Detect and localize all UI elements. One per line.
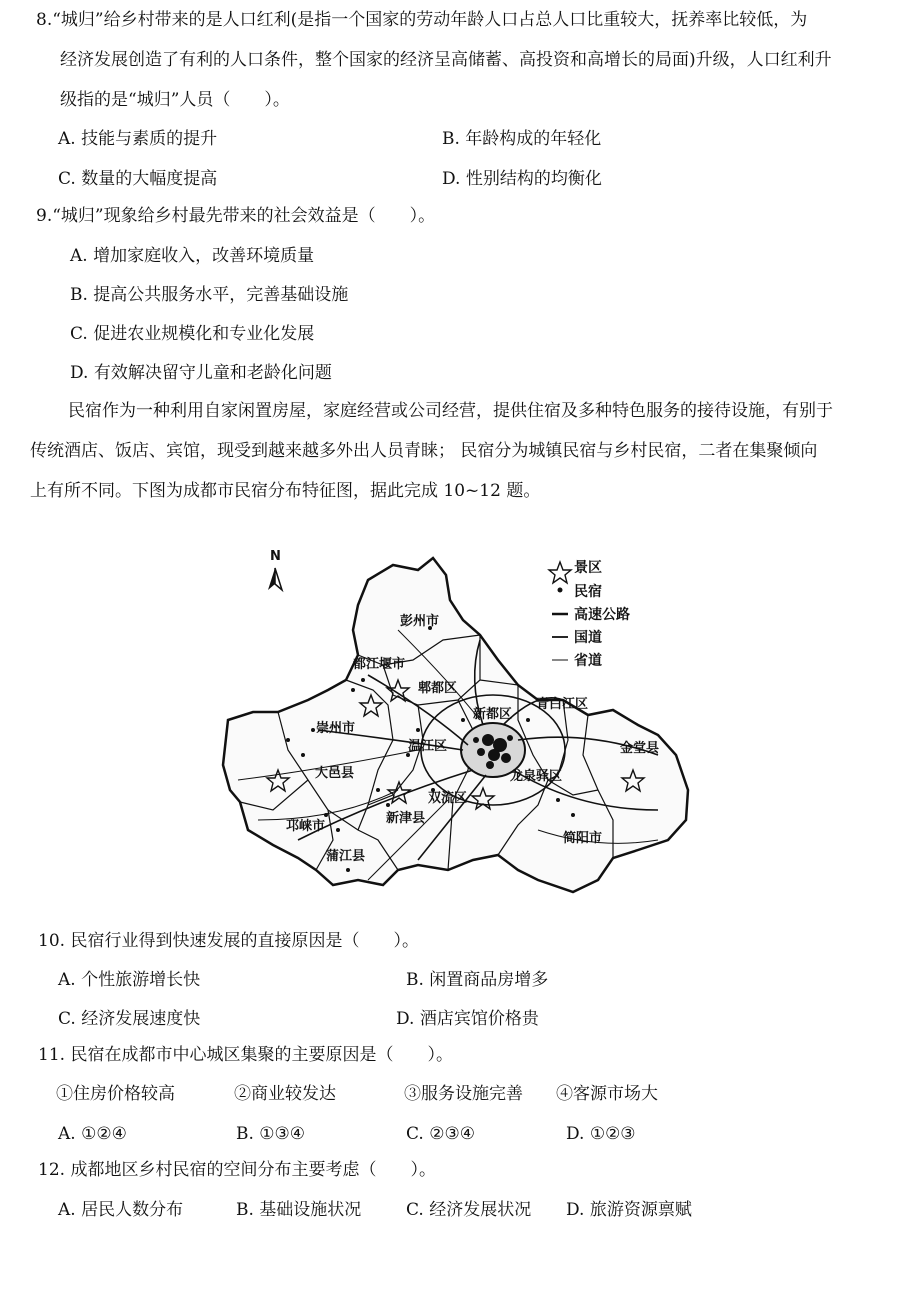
label-xindu: 新都区: [473, 707, 513, 722]
label-shuangliu: 双流区: [428, 791, 468, 806]
legend-dot-icon: [558, 588, 563, 593]
q9-option-b[interactable]: B. 提高公共服务水平，完善基础设施: [70, 285, 349, 305]
q12-option-b[interactable]: B. 基础设施状况: [236, 1200, 362, 1220]
q9-option-c[interactable]: C. 促进农业规模化和专业化发展: [70, 324, 315, 344]
q8-option-d[interactable]: D. 性别结构的均衡化: [442, 169, 602, 189]
label-dayi: 大邑县: [315, 766, 355, 781]
q10-option-d[interactable]: D. 酒店宾馆价格贵: [396, 1009, 539, 1029]
label-dujiangyan: 都江堰市: [353, 657, 406, 672]
q9-option-a[interactable]: A. 增加家庭收入，改善环境质量: [70, 246, 315, 266]
q8-stem-line1: 8.“城归”给乡村带来的是人口红利(是指一个国家的劳动年龄人口占总人口比重较大，抚养率比较低，为: [36, 10, 808, 30]
legend-minsu: 民宿: [574, 584, 602, 600]
chengdu-minsu-map: [218, 540, 698, 900]
q11-item-3: ③服务设施完善: [404, 1084, 523, 1104]
q11-stem: 11. 民宿在成都市中心城区集聚的主要原因是（ ）。: [38, 1045, 453, 1065]
label-jianyang: 简阳市: [563, 831, 603, 846]
q9-option-d[interactable]: D. 有效解决留守儿童和老龄化问题: [70, 363, 332, 383]
q12-stem: 12. 成都地区乡村民宿的空间分布主要考虑（ ）。: [38, 1160, 436, 1180]
q8-stem-line3: 级指的是“城归”人员（ ）。: [60, 90, 290, 110]
label-pujiang: 蒲江县: [326, 849, 366, 864]
legend-star-icon: [549, 562, 571, 583]
q11-option-d[interactable]: D. ①②③: [566, 1124, 636, 1144]
passage-line3: 上有所不同。下图为成都市民宿分布特征图，据此完成 10~12 题。: [30, 481, 541, 501]
label-pengzhou: 彭州市: [400, 614, 440, 629]
q8-option-b[interactable]: B. 年龄构成的年轻化: [442, 129, 602, 149]
q9-stem: 9.“城归”现象给乡村最先带来的社会效益是（ ）。: [36, 206, 436, 226]
q12-option-d[interactable]: D. 旅游资源禀赋: [566, 1200, 692, 1220]
label-xinjin: 新津县: [386, 811, 426, 826]
legend-highway: 高速公路: [574, 607, 630, 623]
passage-line1: 民宿作为一种利用自家闲置房屋，家庭经营或公司经营，提供住宿及多种特色服务的接待设施，有别于: [68, 401, 833, 421]
q8-option-a[interactable]: A. 技能与素质的提升: [58, 129, 218, 149]
north-arrow-icon: [268, 568, 275, 590]
q11-item-4: ④客源市场大: [556, 1084, 658, 1104]
passage-line2: 传统酒店、饭店、宾馆，现受到越来越多外出人员青睐； 民宿分为城镇民宿与乡村民宿，二者在集聚倾向: [30, 441, 818, 461]
q11-option-b[interactable]: B. ①③④: [236, 1124, 306, 1144]
q11-item-1: ①住房价格较高: [56, 1084, 175, 1104]
q10-option-b[interactable]: B. 闲置商品房增多: [406, 970, 549, 990]
q10-option-a[interactable]: A. 个性旅游增长快: [58, 970, 201, 990]
q8-stem-line2: 经济发展创造了有利的人口条件，整个国家的经济呈高储蓄、高投资和高增长的局面)升级，人口红利升: [60, 50, 832, 70]
north-label: N: [270, 549, 281, 564]
label-longquanyi: 龙泉驿区: [510, 769, 563, 784]
q11-item-2: ②商业较发达: [234, 1084, 336, 1104]
legend-provincial-road: 省道: [574, 653, 602, 669]
label-qionglai: 邛崃市: [286, 819, 326, 834]
q10-stem: 10. 民宿行业得到快速发展的直接原因是（ ）。: [38, 931, 419, 951]
label-wenjiang: 温江区: [408, 739, 448, 754]
q10-option-c[interactable]: C. 经济发展速度快: [58, 1009, 201, 1029]
q12-option-c[interactable]: C. 经济发展状况: [406, 1200, 532, 1220]
map-legend: [549, 559, 630, 669]
label-jintang: 金堂县: [620, 741, 660, 756]
q11-option-a[interactable]: A. ①②④: [58, 1124, 127, 1144]
label-pidu: 郫都区: [418, 681, 458, 696]
legend-scenic: 景区: [574, 560, 602, 576]
q12-option-a[interactable]: A. 居民人数分布: [58, 1200, 184, 1220]
q8-option-c[interactable]: C. 数量的大幅度提高: [58, 169, 218, 189]
q11-option-c[interactable]: C. ②③④: [406, 1124, 475, 1144]
label-chongzhou: 崇州市: [316, 721, 356, 736]
legend-national-road: 国道: [574, 630, 602, 646]
label-qingbaijiang: 青白江区: [536, 697, 589, 712]
